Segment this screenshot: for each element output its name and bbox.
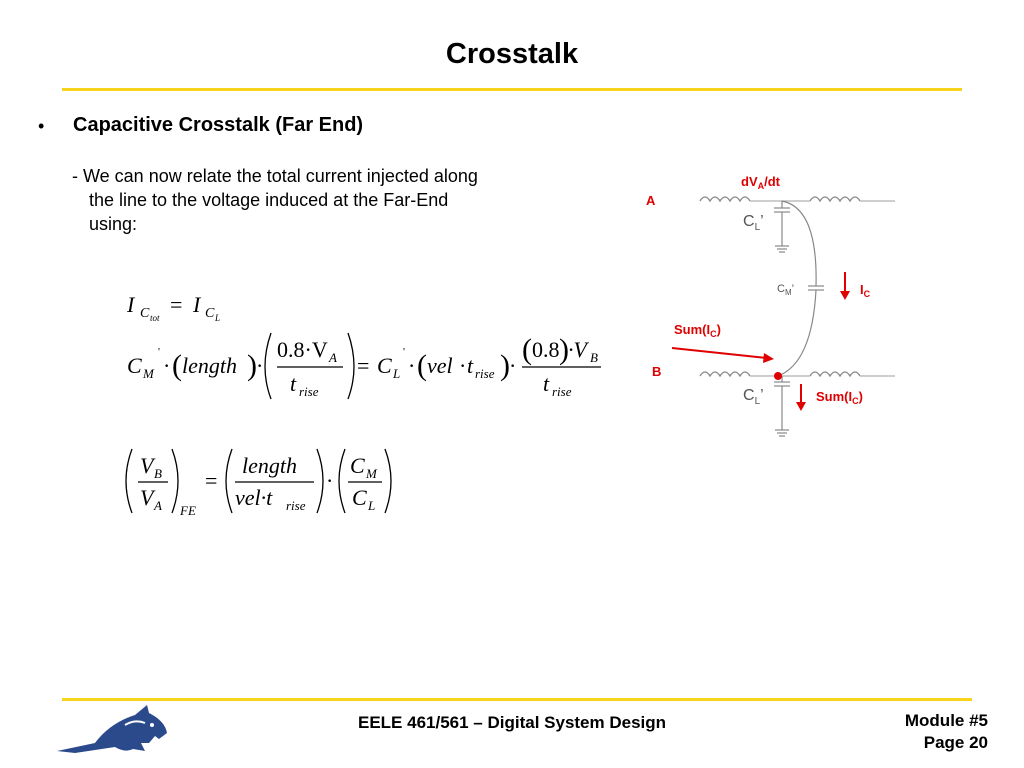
eq3-equals: =	[205, 468, 218, 493]
eq1-lhs: I	[127, 292, 135, 317]
eq3-cl-sub: L	[368, 498, 376, 513]
bullet-heading: Capacitive Crosstalk (Far End)	[73, 114, 364, 136]
eq2-dot-4: ·	[459, 353, 467, 378]
eq3-va: V	[140, 485, 154, 510]
label-ic: $I_C$	[860, 282, 871, 299]
eq2-vel: vel	[427, 353, 453, 378]
coupled-line-diagram	[640, 168, 900, 448]
footer-divider	[62, 698, 972, 701]
bullet-marker: •	[38, 116, 45, 136]
eq2-rise-1: rise	[299, 384, 319, 399]
label-cm: $C_M$’	[777, 283, 795, 297]
eq2-cm-sub: M	[143, 366, 154, 381]
eq2-cl-sub: L	[393, 366, 401, 381]
eq2-rise-2: rise	[475, 366, 495, 381]
label-dva: $dV_A/dt$	[741, 174, 781, 191]
paragraph-line-2: the line to the voltage induced at the Far-End	[89, 190, 449, 210]
eq1-rhs: I	[193, 292, 201, 317]
eq2-num1-sub: A	[329, 350, 337, 365]
footer-module-page	[860, 710, 988, 754]
eq3-vel: vel·t	[235, 485, 273, 510]
title-divider	[62, 88, 962, 91]
arrow-sum-left	[672, 348, 774, 363]
eq2-dot-2: ·	[256, 353, 264, 378]
eq3-length: length	[242, 453, 297, 478]
label-sum-left: $Sum(I_C)$	[674, 322, 721, 339]
eq2-cl: C	[377, 353, 392, 378]
eq1-equals: =	[170, 292, 183, 317]
eq2-t-2: t	[467, 353, 474, 378]
arrow-ic	[840, 272, 850, 300]
eq2-cm-prime: '	[158, 346, 160, 358]
eq2-cm: C	[127, 353, 142, 378]
eq2-dot-5: ·	[509, 353, 517, 378]
svg-text:): )	[247, 349, 257, 382]
eq2-dot-1: ·	[163, 353, 171, 378]
svg-text:): )	[500, 349, 510, 382]
eq3-rise: rise	[286, 498, 306, 513]
cat-logo-icon	[55, 703, 170, 758]
eq3-dot: ·	[326, 468, 334, 493]
label-sum-right: $Sum(I_C)$	[816, 389, 863, 406]
svg-text:): )	[559, 333, 569, 366]
footer-module: Module #5	[904, 711, 988, 730]
eq1-rhs-sub: C	[205, 306, 215, 321]
eq3-cm-sub: M	[366, 466, 377, 481]
footer-page: Page 20	[923, 733, 988, 752]
paragraph-line-1: - We can now relate the total current injected along	[72, 166, 478, 186]
eq3-vb: V	[140, 453, 154, 478]
eq2-cl-prime: '	[403, 346, 405, 358]
eq2-dot-3: ·	[408, 353, 416, 378]
eq3-cl: C	[352, 485, 367, 510]
label-cl-bottom: $C_L$’	[743, 387, 764, 407]
equation-far-end-ratio	[120, 447, 410, 522]
slide-title: Crosstalk	[445, 38, 579, 70]
eq1-rhs-subsub: L	[215, 313, 221, 323]
arrow-sum-right	[796, 384, 806, 411]
svg-text:(: (	[522, 333, 532, 366]
label-cl-top: $C_L$’	[743, 213, 764, 233]
eq2-t-1: t	[290, 371, 297, 396]
eq2-num2: 0.8	[532, 337, 560, 362]
svg-text:(: (	[172, 349, 182, 382]
eq2-t-3: t	[543, 371, 550, 396]
capacitor-cl-bottom	[774, 376, 790, 436]
eq2-length: length	[182, 353, 237, 378]
eq3-va-sub: A	[154, 498, 162, 513]
body-paragraph	[72, 164, 542, 236]
paragraph-line-3: using:	[89, 214, 138, 234]
eq3-fe: FE	[180, 503, 196, 518]
node-dot	[774, 372, 782, 380]
eq2-equals: =	[357, 353, 370, 378]
eq2-vb-sub: B	[590, 350, 598, 365]
equation-capacitive-coupling	[125, 325, 615, 405]
label-line-b: B	[652, 364, 662, 379]
eq2-rise-3: rise	[552, 384, 572, 399]
eq2-vb: ·V	[568, 337, 587, 362]
footer-course: EELE 461/561 – Digital System Design	[358, 713, 667, 732]
eq2-num1: 0.8·V	[277, 337, 328, 362]
eq1-lhs-subsub: tot	[150, 313, 160, 323]
svg-text:(: (	[417, 349, 427, 382]
eq1-lhs-sub: C	[140, 306, 150, 321]
label-line-a: A	[646, 193, 656, 208]
equation-current-sum	[125, 288, 235, 328]
eq3-vb-sub: B	[154, 466, 162, 481]
capacitor-cl-top	[774, 201, 790, 252]
eq3-cm: C	[350, 453, 365, 478]
